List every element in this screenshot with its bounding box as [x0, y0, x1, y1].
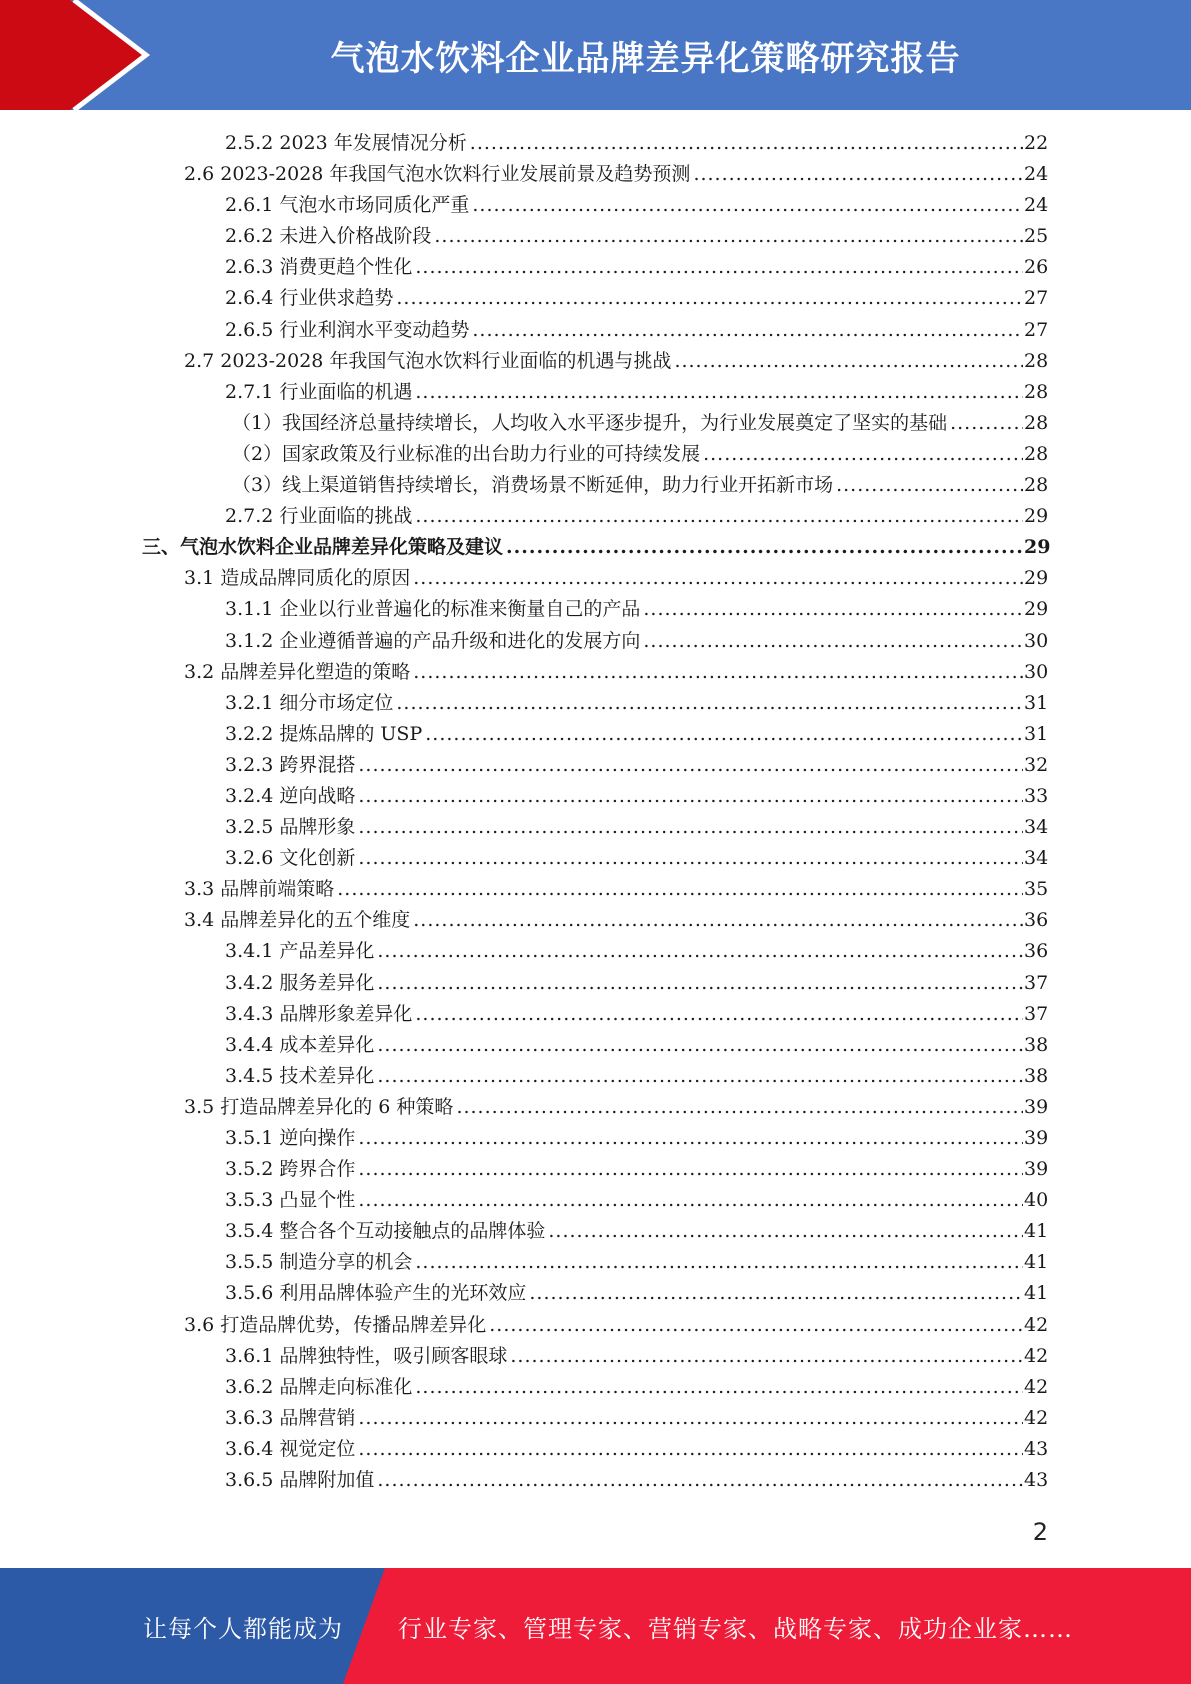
- toc-dot-leader: [358, 1185, 1023, 1216]
- toc-entry-page: 28: [1024, 380, 1049, 403]
- toc-dot-leader: [836, 470, 1023, 501]
- toc-entry[interactable]: [0, 1310, 1191, 1341]
- toc-entry[interactable]: [0, 1372, 1191, 1403]
- toc-entry[interactable]: [0, 626, 1191, 657]
- toc-entry-title: 3.1 造成品牌同质化的原因: [184, 567, 411, 590]
- toc-dot-leader: [358, 1123, 1023, 1154]
- toc-entry-page: 29: [1024, 598, 1049, 621]
- table-of-contents: [0, 128, 1191, 1496]
- toc-entry-page: 30: [1024, 660, 1049, 683]
- toc-entry[interactable]: [0, 781, 1191, 812]
- toc-dot-leader: [415, 1372, 1023, 1403]
- toc-dot-leader: [470, 128, 1023, 159]
- toc-entry[interactable]: [0, 408, 1191, 439]
- toc-entry[interactable]: [0, 128, 1191, 159]
- toc-entry-page: 30: [1024, 629, 1049, 652]
- toc-entry-title: 3.5 打造品牌差异化的 6 种策略: [184, 1095, 454, 1118]
- toc-entry-page: 43: [1024, 1469, 1049, 1492]
- toc-entry-page: 36: [1024, 909, 1049, 932]
- toc-entry[interactable]: [0, 999, 1191, 1030]
- toc-entry-page: 37: [1024, 971, 1049, 994]
- toc-dot-leader: [358, 812, 1023, 843]
- toc-entry-title: 3.6.4 视觉定位: [225, 1437, 356, 1460]
- toc-entry-title: 3.3 品牌前端策略: [184, 878, 335, 901]
- header-arrow-icon: [0, 0, 160, 110]
- toc-entry[interactable]: [0, 501, 1191, 532]
- toc-dot-leader: [510, 1341, 1023, 1372]
- toc-dot-leader: [358, 843, 1023, 874]
- toc-entry-page: 37: [1024, 1002, 1049, 1025]
- toc-entry[interactable]: [0, 688, 1191, 719]
- toc-entry-page: 27: [1024, 287, 1049, 310]
- toc-dot-leader: [415, 501, 1023, 532]
- toc-entry-page: 38: [1024, 1064, 1049, 1087]
- toc-entry-title: 3.5.5 制造分享的机会: [225, 1251, 413, 1274]
- toc-entry-title: 3.6.3 品牌营销: [225, 1406, 356, 1429]
- toc-entry-page: 28: [1024, 349, 1049, 372]
- toc-dot-leader: [377, 968, 1023, 999]
- toc-entry[interactable]: [0, 874, 1191, 905]
- toc-entry[interactable]: [0, 657, 1191, 688]
- toc-entry-title: 3.5.1 逆向操作: [225, 1127, 356, 1149]
- toc-entry-page: 34: [1024, 847, 1049, 870]
- toc-entry-page: 39: [1024, 1095, 1049, 1118]
- toc-entry[interactable]: [0, 594, 1191, 625]
- toc-entry-page: 29: [1024, 536, 1051, 559]
- toc-entry-page: 31: [1024, 722, 1049, 745]
- toc-dot-leader: [415, 252, 1023, 283]
- toc-entry[interactable]: [0, 470, 1191, 501]
- toc-dot-leader: [643, 626, 1023, 657]
- toc-entry-title: 2.5.2 2023 年发展情况分析: [225, 132, 467, 154]
- toc-entry-title: 2.6.1 气泡水市场同质化严重: [225, 194, 470, 217]
- toc-dot-leader: [472, 315, 1023, 346]
- toc-dot-leader: [377, 1030, 1023, 1061]
- toc-entry-title: 2.6.5 行业利润水平变动趋势: [225, 318, 470, 341]
- toc-dot-leader: [337, 874, 1023, 905]
- toc-entry[interactable]: [0, 812, 1191, 843]
- toc-entry-title: 3.1.2 企业遵循普遍的产品升级和进化的发展方向: [225, 629, 641, 652]
- toc-dot-leader: [413, 563, 1023, 594]
- toc-dot-leader: [358, 1154, 1023, 1185]
- toc-entry[interactable]: [0, 1434, 1191, 1465]
- toc-entry[interactable]: [0, 1216, 1191, 1247]
- toc-dot-leader: [396, 688, 1023, 719]
- toc-entry-page: 28: [1024, 474, 1049, 497]
- toc-dot-leader: [413, 905, 1023, 936]
- toc-entry-title: 3.6.2 品牌走向标准化: [225, 1375, 413, 1398]
- toc-entry[interactable]: [0, 843, 1191, 874]
- toc-entry-title: 3.6 打造品牌优势，传播品牌差异化: [184, 1313, 487, 1336]
- toc-dot-leader: [506, 532, 1023, 563]
- toc-entry-title: 3.4.3 品牌形象差异化: [225, 1002, 413, 1025]
- page-number: 2: [1032, 1518, 1048, 1546]
- page-header: [0, 0, 1191, 110]
- toc-entry[interactable]: [0, 750, 1191, 781]
- footer-slogan-left: 让每个人都能成为: [143, 1614, 343, 1643]
- toc-entry-page: 36: [1024, 940, 1049, 963]
- toc-entry[interactable]: [0, 346, 1191, 377]
- toc-entry-page: 25: [1024, 225, 1049, 248]
- toc-entry[interactable]: [0, 159, 1191, 190]
- toc-dot-leader: [358, 1403, 1023, 1434]
- toc-entry-title: 3.4.1 产品差异化: [225, 940, 375, 963]
- toc-entry-page: 27: [1024, 318, 1049, 341]
- toc-entry-title: 3.2 品牌差异化塑造的策略: [184, 660, 411, 683]
- toc-dot-leader: [950, 408, 1023, 439]
- toc-entry[interactable]: [0, 1247, 1191, 1278]
- toc-entry-title: 3.5.2 跨界合作: [225, 1158, 356, 1181]
- toc-entry-title: 3.6.5 品牌附加值: [225, 1469, 375, 1492]
- toc-entry-page: 42: [1024, 1344, 1049, 1367]
- toc-entry-title: 3.5.6 利用品牌体验产生的光环效应: [225, 1282, 527, 1305]
- toc-entry-page: 42: [1024, 1406, 1049, 1429]
- toc-entry-title: 3.2.4 逆向战略: [225, 784, 356, 807]
- toc-entry-title: 3.2.5 品牌形象: [225, 816, 356, 839]
- toc-entry-title: 3.4.2 服务差异化: [225, 971, 375, 994]
- toc-entry-page: 43: [1024, 1437, 1049, 1460]
- toc-dot-leader: [358, 1434, 1023, 1465]
- toc-dot-leader: [456, 1092, 1023, 1123]
- toc-entry-page: 28: [1024, 442, 1049, 465]
- toc-entry[interactable]: [0, 439, 1191, 470]
- toc-entry-page: 41: [1024, 1220, 1049, 1243]
- toc-entry-title: 3.2.6 文化创新: [225, 847, 356, 870]
- toc-entry[interactable]: [0, 1061, 1191, 1092]
- toc-entry-page: 26: [1024, 256, 1049, 279]
- toc-entry[interactable]: [0, 1092, 1191, 1123]
- toc-dot-leader: [693, 159, 1023, 190]
- toc-entry[interactable]: [0, 1403, 1191, 1434]
- toc-entry[interactable]: [0, 190, 1191, 221]
- toc-dot-leader: [413, 657, 1023, 688]
- toc-entry-title: （2）国家政策及行业标准的出台助力行业的可持续发展: [232, 442, 701, 465]
- toc-dot-leader: [548, 1216, 1023, 1247]
- toc-dot-leader: [529, 1278, 1023, 1309]
- toc-entry[interactable]: [0, 283, 1191, 314]
- toc-entry-title: 2.7.2 行业面临的挑战: [225, 505, 413, 528]
- footer-slogan-right: 行业专家、管理专家、营销专家、战略专家、成功企业家……: [398, 1614, 1073, 1643]
- toc-entry[interactable]: [0, 315, 1191, 346]
- toc-dot-leader: [703, 439, 1023, 470]
- toc-entry-title: （1）我国经济总量持续增长，人均收入水平逐步提升，为行业发展奠定了坚实的基础: [232, 411, 948, 434]
- toc-dot-leader: [415, 1247, 1023, 1278]
- toc-entry-page: 33: [1024, 784, 1049, 807]
- toc-entry-title: （3）线上渠道销售持续增长，消费场景不断延伸，助力行业开拓新市场: [232, 474, 834, 497]
- report-title: 气泡水饮料企业品牌差异化策略研究报告: [330, 38, 961, 79]
- toc-dot-leader: [472, 190, 1023, 221]
- toc-entry[interactable]: [0, 1030, 1191, 1061]
- toc-entry-page: 42: [1024, 1375, 1049, 1398]
- toc-entry[interactable]: [0, 221, 1191, 252]
- toc-entry-title: 三、气泡水饮料企业品牌差异化策略及建议: [142, 536, 504, 559]
- toc-entry-title: 3.2.2 提炼品牌的 USP: [225, 722, 423, 745]
- toc-entry-title: 3.6.1 品牌独特性，吸引顾客眼球: [225, 1344, 508, 1367]
- toc-entry[interactable]: [0, 936, 1191, 967]
- toc-entry-page: 38: [1024, 1033, 1049, 1056]
- toc-entry-title: 3.4.5 技术差异化: [225, 1064, 375, 1087]
- toc-entry-title: 3.5.4 整合各个互动接触点的品牌体验: [225, 1220, 546, 1243]
- toc-entry-page: 42: [1024, 1313, 1049, 1336]
- toc-dot-leader: [377, 1061, 1023, 1092]
- toc-entry-title: 2.6.2 未进入价格战阶段: [225, 225, 432, 248]
- toc-entry[interactable]: [0, 905, 1191, 936]
- toc-entry[interactable]: [0, 1154, 1191, 1185]
- toc-entry-title: 2.6.3 消费更趋个性化: [225, 256, 413, 279]
- toc-dot-leader: [358, 781, 1023, 812]
- toc-entry-page: 29: [1024, 567, 1049, 590]
- toc-entry-title: 3.2.1 细分市场定位: [225, 691, 394, 714]
- toc-entry-title: 2.6 2023-2028 年我国气泡水饮料行业发展前景及趋势预测: [184, 163, 691, 186]
- page-footer: [0, 1568, 1191, 1684]
- toc-entry-page: 32: [1024, 753, 1049, 776]
- toc-entry[interactable]: [0, 532, 1191, 563]
- toc-dot-leader: [643, 594, 1023, 625]
- toc-entry-page: 39: [1024, 1158, 1049, 1181]
- toc-entry-page: 41: [1024, 1282, 1049, 1305]
- toc-entry[interactable]: [0, 1185, 1191, 1216]
- toc-entry-page: 34: [1024, 816, 1049, 839]
- toc-entry-title: 3.1.1 企业以行业普遍化的标准来衡量自己的产品: [225, 598, 641, 621]
- toc-entry[interactable]: [0, 1123, 1191, 1154]
- toc-entry[interactable]: [0, 1278, 1191, 1309]
- toc-entry-page: 29: [1024, 505, 1049, 528]
- toc-entry-page: 35: [1024, 878, 1049, 901]
- toc-entry-title: 2.6.4 行业供求趋势: [225, 287, 394, 310]
- toc-entry-page: 28: [1024, 411, 1049, 434]
- toc-entry-title: 3.4 品牌差异化的五个维度: [184, 909, 411, 932]
- toc-entry-page: 31: [1024, 691, 1049, 714]
- toc-dot-leader: [425, 719, 1023, 750]
- toc-entry-page: 40: [1024, 1189, 1049, 1212]
- toc-entry-title: 2.7 2023-2028 年我国气泡水饮料行业面临的机遇与挑战: [184, 349, 672, 372]
- toc-entry-title: 2.7.1 行业面临的机遇: [225, 380, 413, 403]
- toc-entry-title: 3.5.3 凸显个性: [225, 1189, 356, 1212]
- toc-entry-page: 24: [1024, 163, 1049, 186]
- toc-dot-leader: [358, 750, 1023, 781]
- toc-entry-page: 24: [1024, 194, 1049, 217]
- toc-dot-leader: [489, 1310, 1023, 1341]
- toc-entry-title: 3.2.3 跨界混搭: [225, 753, 356, 776]
- toc-entry-title: 3.4.4 成本差异化: [225, 1033, 375, 1056]
- toc-entry-page: 41: [1024, 1251, 1049, 1274]
- toc-dot-leader: [415, 999, 1023, 1030]
- toc-entry-page: 39: [1024, 1127, 1049, 1149]
- toc-dot-leader: [415, 377, 1023, 408]
- toc-dot-leader: [377, 1465, 1023, 1496]
- toc-dot-leader: [674, 346, 1023, 377]
- toc-dot-leader: [377, 936, 1023, 967]
- toc-dot-leader: [434, 221, 1023, 252]
- toc-entry[interactable]: [0, 252, 1191, 283]
- toc-entry-page: 22: [1024, 132, 1049, 154]
- toc-entry[interactable]: [0, 719, 1191, 750]
- toc-entry[interactable]: [0, 563, 1191, 594]
- toc-entry[interactable]: [0, 1341, 1191, 1372]
- toc-entry[interactable]: [0, 1465, 1191, 1496]
- toc-entry[interactable]: [0, 968, 1191, 999]
- toc-entry[interactable]: [0, 377, 1191, 408]
- toc-dot-leader: [396, 283, 1023, 314]
